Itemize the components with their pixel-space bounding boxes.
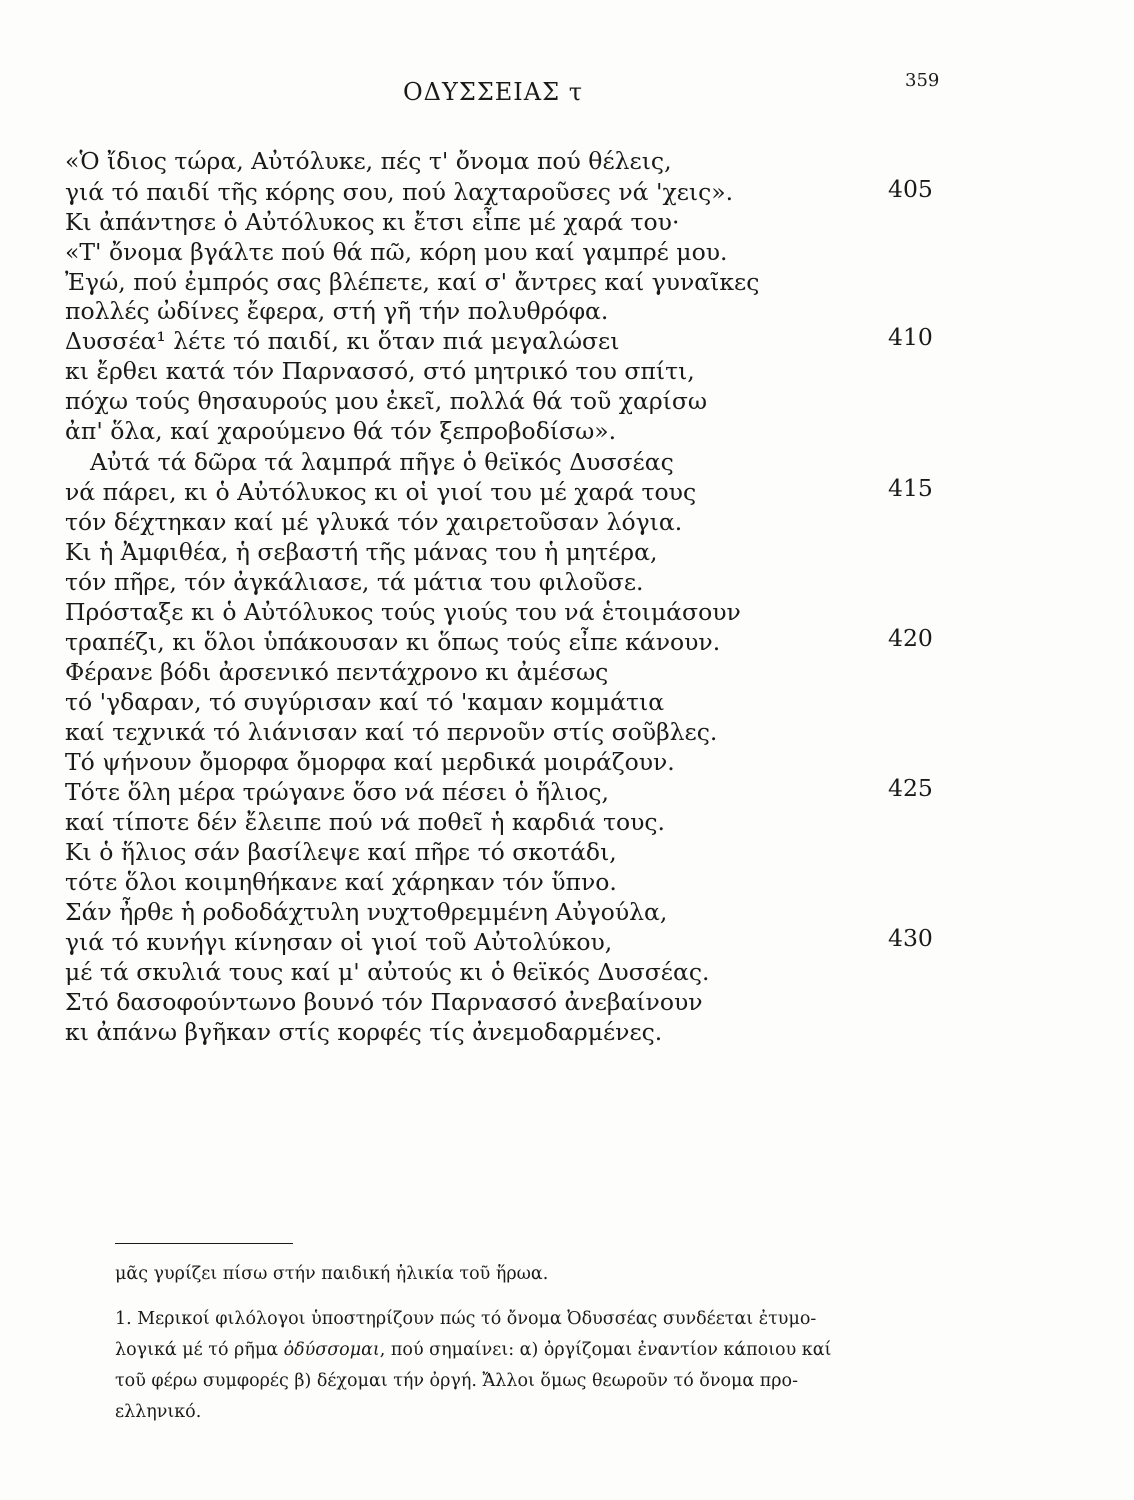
verse-line: καί τεχνικά τό λιάνισαν καί τό περνοῦν στίς σοῦβλες. — [65, 718, 718, 746]
verse-line: καί τίποτε δέν ἔλειπε πού νά ποθεῖ ἡ καρδιά τους. — [65, 808, 666, 836]
verse-line: Κι ἡ Ἀμφιθέα, ἡ σεβαστή τῆς μάνας του ἡ μητέρα, — [65, 538, 658, 566]
verse-line: Στό δασοφούντωνο βουνό τόν Παρνασσό ἀνεβαίνουν — [65, 988, 703, 1016]
verse-line: Σάν ἦρθε ἡ ροδοδάχτυλη νυχτοθρεμμένη Αὐγούλα, — [65, 898, 668, 926]
verse-line: «Ὁ ἴδιος τώρα, Αὐτόλυκε, πές τ' ὄνομα πού θέλεις, — [65, 147, 672, 175]
line-number: 425 — [888, 774, 933, 802]
footnote-1-line: ελληνικό. — [115, 1402, 202, 1422]
footnote-continuation: μᾶς γυρίζει πίσω στήν παιδική ἡλικία τοῦ ἥρωα. — [115, 1264, 549, 1284]
page-number: 359 — [905, 70, 940, 91]
verse-line: τότε ὅλοι κοιμηθήκανε καί χάρηκαν τόν ὕπνο. — [65, 868, 617, 896]
verse-line: πολλές ὠδίνες ἔφερα, στή γῆ τήν πολυθρόφα. — [65, 297, 609, 325]
running-header-title: ΟΔΥΣΣΕΙΑΣ τ — [403, 78, 583, 106]
footnote-italic-term: ὀδύσσομαι — [283, 1340, 380, 1360]
footnote-1-line — [115, 1342, 831, 1360]
verse-line: γιά τό κυνήγι κίνησαν οἱ γιοί τοῦ Αὐτολύκου, — [65, 928, 613, 956]
verse-line: Αὐτά τά δῶρα τά λαμπρά πῆγε ὁ θεϊκός Δυσσέας — [90, 448, 674, 476]
verse-line: ἀπ' ὅλα, καί χαρούμενο θά τόν ξεπροβοδίσω». — [65, 417, 617, 445]
verse-line: «Τ' ὄνομα βγάλτε πού θά πῶ, κόρη μου καί γαμπρέ μου. — [65, 238, 728, 266]
verse-line: μέ τά σκυλιά τους καί μ' αὐτούς κι ὁ θεϊκός Δυσσέας. — [65, 958, 710, 986]
verse-line: νά πάρει, κι ὁ Αὐτόλυκος κι οἱ γιοί του μέ χαρά τους — [65, 478, 697, 506]
verse-line: τόν πῆρε, τόν ἀγκάλιασε, τά μάτια του φιλοῦσε. — [65, 568, 644, 596]
verse-line: γιά τό παιδί τῆς κόρης σου, πού λαχταροῦσες νά 'χεις». — [65, 178, 734, 206]
verse-line: τόν δέχτηκαν καί μέ γλυκά τόν χαιρετοῦσαν λόγια. — [65, 508, 683, 536]
verse-line: Δυσσέα¹ λέτε τό παιδί, κι ὅταν πιά μεγαλώσει — [65, 327, 620, 355]
line-number: 410 — [888, 323, 933, 351]
verse-line: τό 'γδαραν, τό συγύρισαν καί τό 'καμαν κομμάτια — [65, 688, 665, 716]
footnote-text: , πού σημαίνει: α) ὀργίζομαι ἐναντίον κάποιου καί — [379, 1340, 832, 1360]
footnote-separator — [115, 1243, 293, 1244]
verse-line: Ἐγώ, πού ἐμπρός σας βλέπετε, καί σ' ἄντρες καί γυναῖκες — [65, 268, 760, 296]
verse-line: κι ἀπάνω βγῆκαν στίς κορφές τίς ἀνεμοδαρμένες. — [65, 1018, 663, 1046]
line-number: 420 — [888, 624, 933, 652]
footnote-text: λογικά μέ τό ρῆμα — [115, 1340, 284, 1360]
verse-line: Κι ὁ ἥλιος σάν βασίλεψε καί πῆρε τό σκοτάδι, — [65, 838, 617, 866]
verse-line: Τό ψήνουν ὄμορφα ὄμορφα καί μερδικά μοιράζουν. — [65, 748, 675, 776]
line-number: 430 — [888, 924, 933, 952]
line-number: 405 — [888, 175, 933, 203]
verse-line: Φέρανε βόδι ἀρσενικό πεντάχρονο κι ἀμέσως — [65, 658, 609, 686]
verse-line: πόχω τούς θησαυρούς μου ἐκεῖ, πολλά θά τοῦ χαρίσω — [65, 387, 708, 415]
verse-line: τραπέζι, κι ὅλοι ὑπάκουσαν κι ὅπως τούς εἶπε κάνουν. — [65, 628, 721, 656]
footnote-1-line: 1. Μερικοί φιλόλογοι ὑποστηρίζουν πώς τό ὄνομα Ὀδυσσέας συνδέεται ἐτυμο- — [115, 1309, 817, 1329]
verse-line: Κι ἀπάντησε ὁ Αὐτόλυκος κι ἔτσι εἶπε μέ χαρά του· — [65, 208, 680, 236]
line-number: 415 — [888, 474, 933, 502]
verse-line: Πρόσταξε κι ὁ Αὐτόλυκος τούς γιούς του νά ἑτοιμάσουν — [65, 598, 741, 626]
verse-line: Τότε ὅλη μέρα τρώγανε ὅσο νά πέσει ὁ ἥλιος, — [65, 778, 610, 806]
verse-line: κι ἔρθει κατά τόν Παρνασσό, στό μητρικό του σπίτι, — [65, 357, 695, 385]
footnote-1-line: τοῦ φέρω συμφορές β) δέχομαι τήν ὀργή. Ἄλλοι ὅμως θεωροῦν τό ὄνομα προ- — [115, 1371, 798, 1391]
